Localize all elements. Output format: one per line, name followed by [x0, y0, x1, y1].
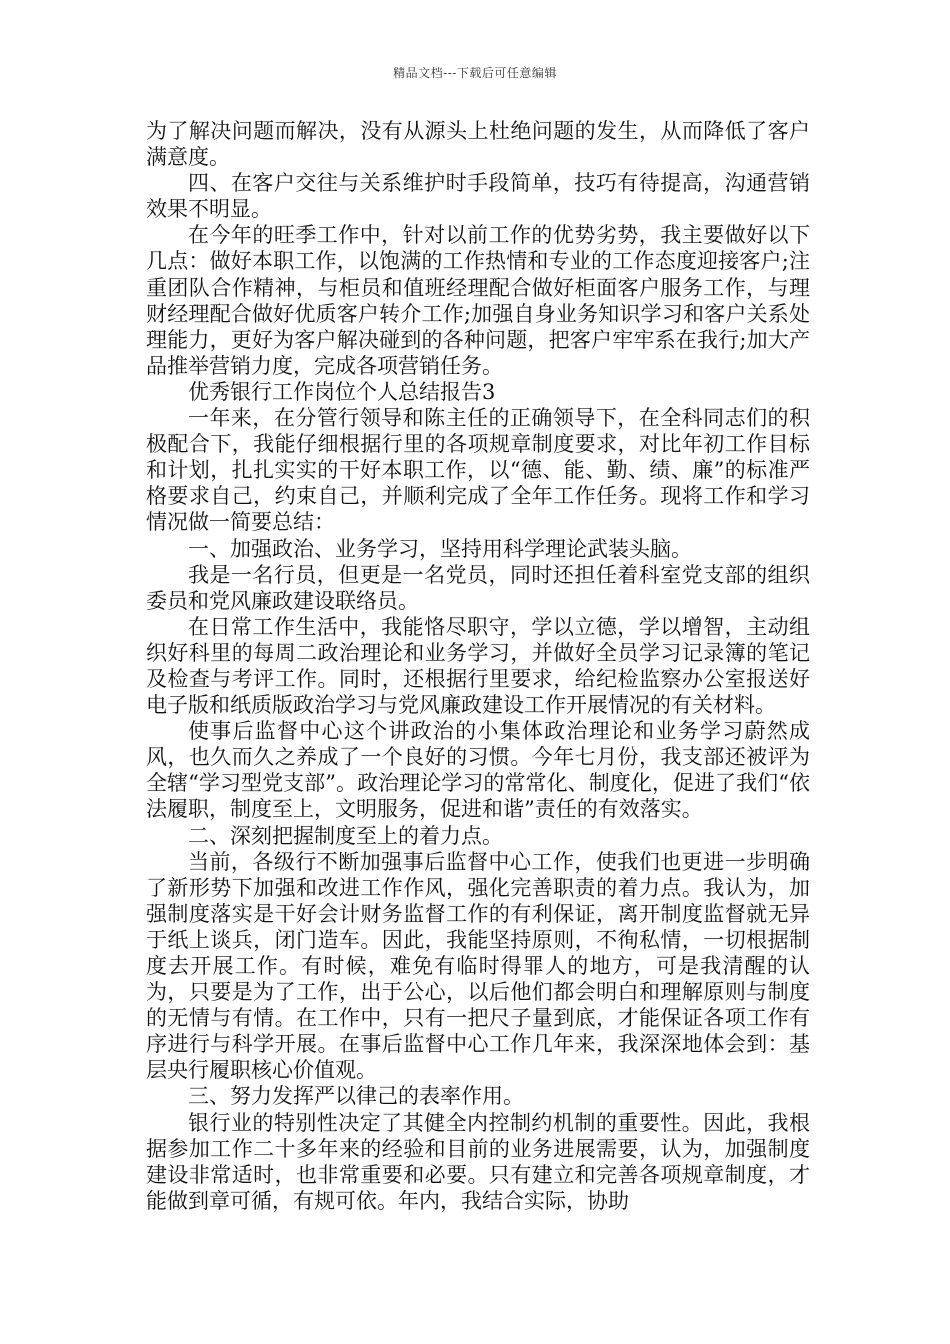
paragraph: 一、加强政治、业务学习，坚持用科学理论武装头脑。 — [188, 536, 692, 561]
paragraph: 二、深刻把握制度至上的着力点。 — [188, 823, 503, 848]
paragraph: 银行业的特别性决定了其健全内控制约机制的重要性。因此，我根据参加工作二十多年来的经验和目前的业务进展需要，认为，加强制度建设非常适时，也非常重要和必要。只有建立和完善各项规章制度，才能做到章可循，有规可依。年内，我结合实际，协助 — [146, 1110, 810, 1213]
page-header: 精品文档---下载后可任意编辑 — [393, 66, 557, 80]
paragraph: 使事后监督中心这个讲政治的小集体政治理论和业务学习蔚然成风，也久而久之养成了一个良好的习惯。今年七月份，我支部还被评为全辖“学习型党支部”。政治理论学习的常常化、制度化，促进了我们“依法履职，制度至上，文明服务，促进和谐”责任的有效落实。 — [146, 719, 810, 822]
paragraph: 三、努力发挥严以律己的表率作用。 — [188, 1084, 524, 1109]
paragraph: 为了解决问题而解决，没有从源头上杜绝问题的发生，从而降低了客户满意度。 — [146, 119, 810, 170]
paragraph: 我是一名行员，但更是一名党员，同时还担任着科室党支部的组织委员和党风廉政建设联络员。 — [146, 562, 810, 613]
paragraph: 四、在客户交往与关系维护时手段简单，技巧有待提高，沟通营销效果不明显。 — [146, 171, 810, 222]
paragraph: 在今年的旺季工作中，针对以前工作的优势劣势，我主要做好以下几点：做好本职工作，以饱满的工作热情和专业的工作态度迎接客户;注重团队合作精神，与柜员和值班经理配合做好柜面客户服务工作，与理财经理配合做好优质客户转介工作;加强自身业务知识学习和客户关系处理能力，更好为客户解决碰到的各种问题，把客户牢牢系在我行;加大产品推举营销力度，完成各项营销任务。 — [146, 223, 810, 378]
paragraph: 优秀银行工作岗位个人总结报告3 — [188, 379, 496, 404]
paragraph: 在日常工作生活中，我能恪尽职守，学以立德，学以增智，主动组织好科里的每周二政治理论和业务学习，并做好全员学习记录簿的笔记及检查与考评工作。同时，还根据行里要求，给纪检监察办公室报送好电子版和纸质版政治学习与党风廉政建设工作开展情况的有关材料。 — [146, 614, 810, 718]
paragraph: 一年来，在分管行领导和陈主任的正确领导下，在全科同志们的积极配合下，我能仔细根据行里的各项规章制度要求，对比年初工作目标和计划，扎扎实实的干好本职工作，以“德、能、勤、绩、廉”的标准严格要求自己，约束自己，并顺利完成了全年工作任务。现将工作和学习情况做一简要总结： — [146, 406, 810, 535]
document-body — [146, 118, 810, 1214]
paragraph: 当前，各级行不断加强事后监督中心工作，使我们也更进一步明确了新形势下加强和改进工作作风，强化完善职责的着力点。我认为，加强制度落实是干好会计财务监督工作的有利保证，离开制度监督就无异于纸上谈兵，闭门造车。因此，我能坚持原则，不徇私情，一切根据制度去开展工作。有时候，难免有临时得罪人的地方，可是我清醒的认为，只要是为了工作，出于公心，以后他们都会明白和理解原则与制度的无情与有情。在工作中，只有一把尺子量到底，才能保证各项工作有序进行与科学开展。在事后监督中心工作几年来，我深深地体会到：基层央行履职核心价值观。 — [146, 849, 810, 1083]
